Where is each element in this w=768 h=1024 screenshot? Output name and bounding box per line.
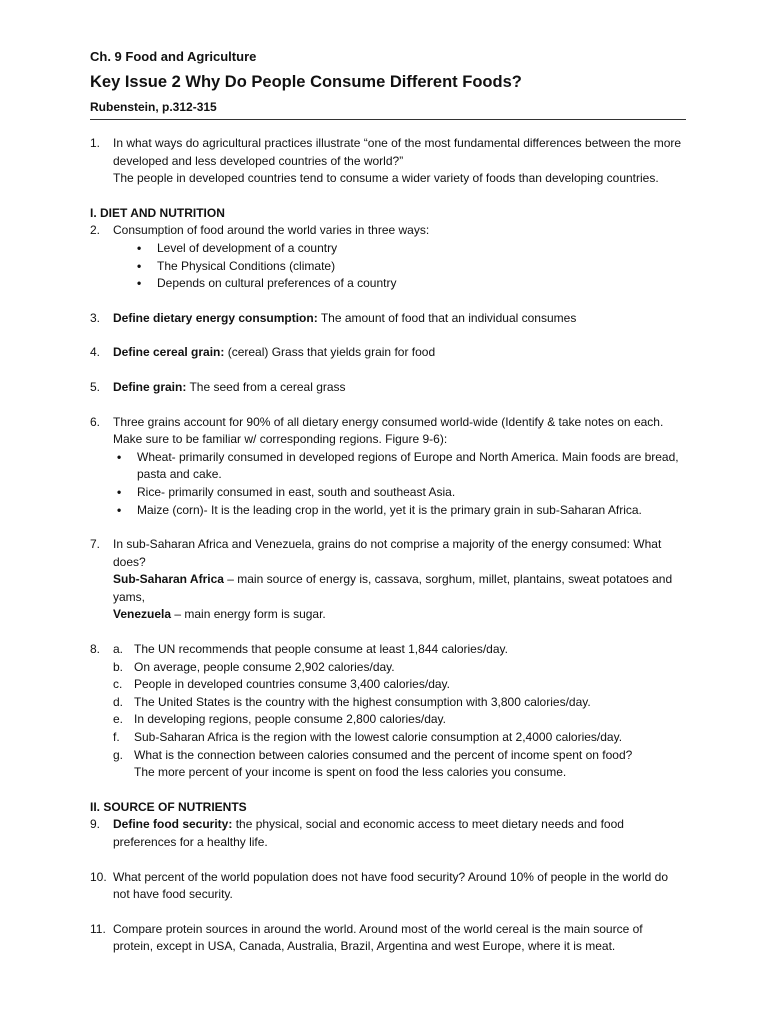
question-text: Compare protein sources in around the world. bbox=[113, 921, 357, 936]
list-item: d. The United States is the country with the highest consumption with 3,800 calories/day. bbox=[113, 694, 591, 709]
question-text: In sub-Saharan Africa and Venezuela, grains do not comprise a majority of the energy consumed: What does? bbox=[113, 537, 662, 569]
course-heading: Ch. 9 Food and Agriculture bbox=[90, 49, 257, 64]
question-number: 8. bbox=[90, 642, 101, 657]
answer-text: Around most of the world cereal is the main source of protein, except in USA, Canada, Australia, Brazil, Argentina and west Europe, where it is meat. bbox=[113, 921, 643, 954]
page-title: Key Issue 2 Why Do People Consume Different Foods? bbox=[90, 73, 522, 91]
bullet-list bbox=[113, 449, 684, 519]
question-2 bbox=[90, 222, 684, 292]
source-citation: Rubenstein, p.312-315 bbox=[90, 100, 217, 114]
term: Sub-Saharan Africa bbox=[113, 572, 224, 587]
term: Define cereal grain: bbox=[113, 345, 225, 360]
term: Venezuela bbox=[113, 607, 172, 622]
answer-text: The people in developed countries tend to consume a wider variety of foods than developing countries. bbox=[113, 171, 659, 186]
answer-text: Around 10% of people in the world do not have food security. bbox=[113, 869, 669, 902]
question-number: 1. bbox=[90, 136, 101, 150]
answer-text: – main source of energy is, cassava, sorghum, millet, plantains, sweat potatoes and yams, bbox=[113, 572, 673, 604]
list-item: • Depends on cultural preferences of a country bbox=[133, 275, 684, 293]
term: Define grain: bbox=[113, 379, 187, 394]
question-number: 7. bbox=[90, 537, 101, 552]
question-6 bbox=[90, 414, 684, 520]
worksheet-body bbox=[90, 135, 684, 956]
question-text: Consumption of food around the world varies in three ways: bbox=[113, 223, 430, 238]
section-heading-nutrients: II. SOURCE OF NUTRIENTS bbox=[90, 799, 247, 814]
answer-text: The amount of food that an individual consumes bbox=[317, 310, 577, 325]
question-text: What percent of the world population does not have food security? bbox=[113, 869, 466, 884]
question-number: 5. bbox=[90, 379, 101, 394]
question-1 bbox=[90, 135, 684, 188]
list-item: • Rice- primarily consumed in east, south and southeast Asia. bbox=[113, 484, 684, 502]
bullet-list bbox=[113, 240, 684, 293]
list-item: c. People in developed countries consume 3,400 calories/day. bbox=[113, 677, 450, 692]
list-item: b. On average, people consume 2,902 calories/day. bbox=[113, 659, 395, 674]
list-item: • Maize (corn)- It is the leading crop in the world, yet it is the primary grain in sub-Saharan Africa. bbox=[113, 502, 684, 520]
question-7 bbox=[90, 536, 684, 624]
term: Define dietary energy consumption: bbox=[113, 310, 318, 325]
answer-text: The more percent of your income is spent on food the less calories you consume. bbox=[134, 765, 567, 780]
answer-text: – main energy form is sugar. bbox=[171, 607, 326, 622]
question-number: 4. bbox=[90, 345, 101, 360]
list-item: f. Sub-Saharan Africa is the region with the lowest calorie consumption at 2,4000 calories/day. bbox=[113, 730, 623, 745]
question-number: 2. bbox=[90, 223, 101, 238]
question-5 bbox=[90, 379, 684, 397]
question-11 bbox=[90, 921, 684, 956]
question-number: 11. bbox=[90, 921, 106, 936]
question-number: 3. bbox=[90, 310, 101, 325]
list-item: a. The UN recommends that people consume at least 1,844 calories/day. bbox=[113, 642, 508, 657]
answer-text: (cereal) Grass that yields grain for food bbox=[224, 345, 436, 360]
list-item: • Wheat- primarily consumed in developed regions of Europe and North America. Main foods are bread, pasta and cake. bbox=[113, 449, 684, 484]
question-9 bbox=[90, 816, 684, 851]
question-text: Three grains account for 90% of all dietary energy consumed world-wide (Identify & take notes on each. Make sure to be familiar w/ corresponding regions. Figure 9-6): bbox=[113, 414, 664, 447]
answer-text: The seed from a cereal grass bbox=[186, 379, 346, 394]
section-heading-diet: I. DIET AND NUTRITION bbox=[90, 205, 225, 220]
list-item: g. What is the connection between calories consumed and the percent of income spent on food? bbox=[113, 747, 633, 762]
header-divider bbox=[90, 119, 686, 120]
question-number: 9. bbox=[90, 817, 101, 832]
question-text: In what ways do agricultural practices illustrate “one of the most fundamental differences between the more developed and less developed countries of the world?” bbox=[113, 136, 682, 168]
question-8 bbox=[90, 641, 684, 782]
list-item: • Level of development of a country bbox=[133, 240, 684, 258]
question-10 bbox=[90, 869, 684, 904]
term: Define food security: bbox=[113, 817, 233, 832]
question-number: 10. bbox=[90, 869, 107, 884]
list-item: e. In developing regions, people consume 2,800 calories/day. bbox=[113, 712, 446, 727]
question-4 bbox=[90, 344, 684, 362]
question-number: 6. bbox=[90, 414, 101, 429]
question-3 bbox=[90, 310, 684, 328]
answer-text: the physical, social and economic access to meet dietary needs and food preferences for a healthy life. bbox=[113, 817, 624, 849]
list-item: • The Physical Conditions (climate) bbox=[133, 258, 684, 276]
